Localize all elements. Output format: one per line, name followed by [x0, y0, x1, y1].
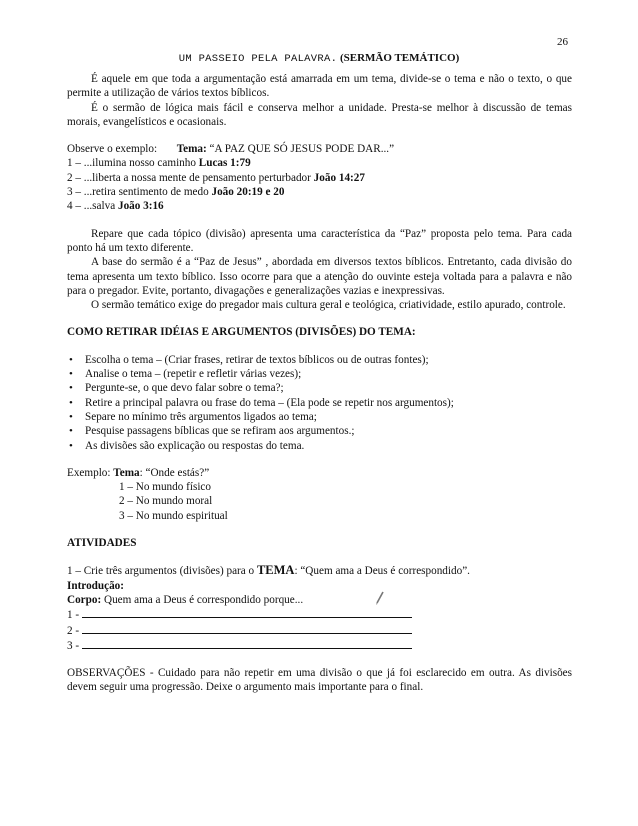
- bible-ref: João 3:16: [117, 200, 164, 213]
- bullet-icon: •: [69, 425, 73, 438]
- bible-ref: João 20:19 e 20: [211, 186, 285, 199]
- list-item: • Pesquise passagens bíblicas que se refiram aos argumentos.;: [69, 425, 355, 438]
- answer-blank: [82, 638, 412, 649]
- body-line: Corpo: Quem ama a Deus é correspondido porque...: [67, 593, 304, 606]
- example2-tema-label: Tema: [113, 466, 140, 479]
- activities-heading: ATIVIDADES: [67, 537, 137, 550]
- intro-paragraph-2: É o sermão de lógica mais fácil e conserva melhor a unidade. Presta-se melhor à discussão de temas morais, evangelísticos e ocasionais.: [67, 101, 572, 128]
- example-item-2: 2 – ...liberta a nossa mente de pensamento perturbador João 14:27: [67, 171, 365, 184]
- list-item: • Analise o tema – (repetir e refletir várias vezes);: [69, 368, 302, 381]
- bullet-icon: •: [69, 410, 73, 423]
- bullet-icon: •: [69, 382, 73, 395]
- bullet-icon: •: [69, 439, 73, 452]
- page-number: 26: [557, 36, 568, 48]
- answer-line-3[interactable]: 3 -: [67, 638, 572, 653]
- document-body: [67, 72, 572, 695]
- answer-blank: [82, 623, 412, 634]
- list-item: • Separe no mínimo três argumentos ligados ao tema;: [69, 410, 317, 423]
- answer-line-2[interactable]: 2 -: [67, 623, 572, 638]
- explanation-paragraph-1: Repare que cada tópico (divisão) apresenta uma característica da “Paz” proposta pelo tema. Para cada ponto há um texto diferente.: [67, 227, 572, 254]
- example-item-4: 4 – ...salva João 3:16: [67, 200, 164, 213]
- body-label: Corpo:: [67, 593, 102, 606]
- explanation-paragraph-2: A base do sermão é a “Paz de Jesus” , abordada em diversos textos bíblicos. Entretanto, cada divisão do tema apresenta um texto bíblico. Isso ocorre para que a atenção do ouvinte esteja voltada para a palavra e não para o pregador. Evite, portanto, divagações e generalizações vazias e inexpressivas.: [67, 256, 572, 297]
- observations-paragraph: OBSERVAÇÕES - Cuidado para não repetir em uma divisão o que já foi esclarecido em outra. As divisões devem seguir uma progressão. Deixe o argumento mais importante para o final.: [67, 667, 572, 694]
- list-item: • Escolha o tema – (Criar frases, retirar de textos bíblicos ou de outras fontes);: [69, 353, 429, 366]
- title-bold: (SERMÃO TEMÁTICO): [339, 52, 460, 64]
- answer-blank: [82, 607, 412, 618]
- bullet-icon: •: [69, 396, 73, 409]
- example-tema-text: “A PAZ QUE SÓ JESUS PODE DAR...”: [209, 143, 395, 156]
- example2-item-1: 1 – No mundo físico: [119, 481, 211, 494]
- answer-line-1[interactable]: 1 -: [67, 607, 572, 622]
- page-title: [0, 52, 638, 65]
- example2-item-2: 2 – No mundo moral: [119, 495, 213, 508]
- example-line: [67, 142, 572, 156]
- example2-item-3: 3 – No mundo espiritual: [119, 509, 228, 522]
- bible-ref: Lucas 1:79: [198, 157, 251, 170]
- activity-task: 1 – Crie três argumentos (divisões) para o TEMA: “Quem ama a Deus é correspondido”.: [67, 563, 470, 578]
- section-heading: COMO RETIRAR IDÉIAS E ARGUMENTOS (DIVISÕES) DO TEMA:: [67, 326, 416, 339]
- example-item-1: 1 – ...ilumina nosso caminho Lucas 1:79: [67, 157, 251, 170]
- intro-paragraph-1: É aquele em que toda a argumentação está amarrada em um tema, divide-se o tema e não o texto, o que permite a utilização de vários textos bíblicos.: [67, 73, 572, 100]
- example-item-3: 3 – ...retira sentimento de medo João 20:19 e 20: [67, 186, 285, 199]
- bullet-list: [67, 353, 572, 453]
- bullet-icon: •: [69, 353, 73, 366]
- list-item: • Retire a principal palavra ou frase do tema – (Ela pode se repetir nos argumentos);: [69, 396, 454, 409]
- bible-ref: João 14:27: [313, 171, 365, 184]
- activity-tema-label: TEMA: [256, 563, 295, 578]
- introduction-label: Introdução:: [67, 579, 124, 592]
- title-mono: UM PASSEIO PELA PALAVRA.: [178, 53, 338, 65]
- list-item: • As divisões são explicação ou respostas do tema.: [69, 439, 305, 452]
- bullet-icon: •: [69, 368, 73, 381]
- explanation-paragraph-3: O sermão temático exige do pregador mais cultura geral e teológica, criatividade, estilo apurado, controle.: [91, 299, 566, 312]
- example2-line: Exemplo: Tema: “Onde estás?”: [67, 466, 210, 479]
- example-lead: Observe o exemplo:: [67, 143, 158, 156]
- example-tema-label: Tema:: [176, 143, 207, 156]
- list-item: • Pergunte-se, o que devo falar sobre o tema?;: [69, 382, 284, 395]
